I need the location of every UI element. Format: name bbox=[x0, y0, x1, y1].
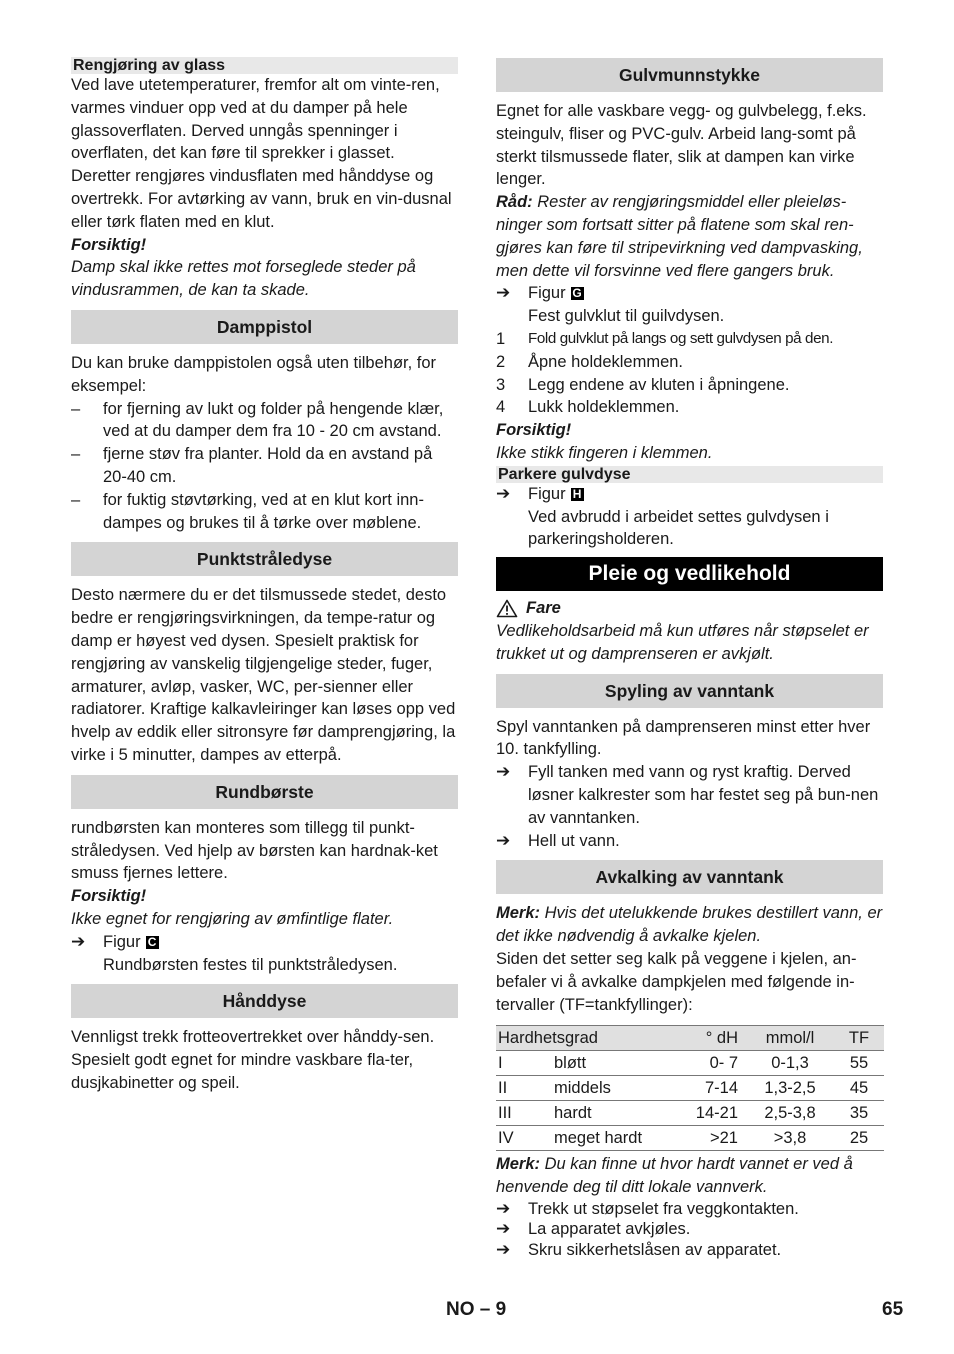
table-cell: 14-21 bbox=[666, 1101, 746, 1126]
gulv-paragraph: Egnet for alle vaskbare vegg- og gulvbelegg, f.eks. steingulv, fliser og PVC-gulv. Arbeid lang-somt på sterkt tilsmussede flater, slik at dampen kan virke lenger. bbox=[496, 102, 867, 189]
spyling-step-text: Hell ut vann. bbox=[528, 831, 620, 850]
figure-label: Figur bbox=[528, 284, 566, 303]
rund-caution-text: Ikke egnet for rengjøring av ømfintlige flater. bbox=[71, 909, 394, 928]
avkalk-note bbox=[496, 902, 883, 948]
damppistol-list-item bbox=[71, 489, 458, 535]
spyling-step bbox=[496, 830, 883, 853]
figure-letter-badge: G bbox=[572, 286, 582, 301]
gulv-step bbox=[496, 396, 883, 419]
avkalk-step-text: La apparatet avkjøles. bbox=[528, 1220, 691, 1239]
table-cell: 1,3-2,5 bbox=[746, 1076, 834, 1101]
gulv-tip-label: Råd: bbox=[496, 193, 533, 212]
arrow-icon: ➔ bbox=[496, 1239, 511, 1259]
warning-triangle-icon bbox=[496, 599, 518, 618]
gulv-caution-text: Ikke stikk fingeren i klemmen. bbox=[496, 443, 713, 462]
gulv-step bbox=[496, 328, 883, 351]
arrow-icon: ➔ bbox=[496, 483, 511, 503]
table-cell: 25 bbox=[834, 1126, 884, 1151]
table-cell: 7-14 bbox=[666, 1076, 746, 1101]
figure-letter-badge: C bbox=[146, 936, 159, 949]
spyling-step bbox=[496, 761, 883, 829]
arrow-icon: ➔ bbox=[496, 830, 511, 850]
page-footer-code: NO – 9 bbox=[446, 1299, 507, 1320]
table-cell: 45 bbox=[834, 1076, 884, 1101]
table-cell: I bbox=[496, 1051, 552, 1076]
hand-heading: Hånddyse bbox=[71, 984, 458, 1018]
arrow-icon: ➔ bbox=[496, 283, 511, 303]
table-cell: 35 bbox=[834, 1101, 884, 1126]
glass-paragraph: Ved lave utetemperaturer, fremfor alt om vinte-ren, varmes vinduer opp ved at du damper på hele glassoverflaten. Derved unngås spenninger i overflaten, det kan føre til sprekker i glasset. Deretter rengjøres vindusflaten med hånddyse og overtrekk. For avtørking av vann, bruk en vin-dusnal eller tørk flaten med en klut. bbox=[71, 76, 452, 231]
arrow-icon: ➔ bbox=[496, 762, 511, 782]
dash-marker: – bbox=[71, 490, 81, 509]
figure-letter-badge: H bbox=[571, 488, 584, 501]
dash-marker: – bbox=[71, 399, 81, 418]
punkt-heading: Punktstråledyse bbox=[71, 542, 458, 576]
damppistol-heading: Damppistol bbox=[71, 310, 458, 344]
avkalk-note2-text: Du kan finne ut hvor hardt vannet er ved å henvende deg til ditt lokale vannverk. bbox=[496, 1155, 853, 1197]
table-row bbox=[496, 1101, 884, 1126]
avkalk-step bbox=[496, 1219, 883, 1240]
table-cell: meget hardt bbox=[552, 1126, 666, 1151]
hardness-table bbox=[496, 1025, 884, 1151]
parkere-text: Ved avbrudd i arbeidet settes gulvdysen i parkeringsholderen. bbox=[528, 507, 829, 549]
fare-label: Fare bbox=[526, 599, 561, 618]
glass-subheading: Rengjøring av glass bbox=[71, 57, 458, 74]
table-row bbox=[496, 1076, 884, 1101]
parkere-figure-ref bbox=[496, 483, 883, 506]
table-cell: III bbox=[496, 1101, 552, 1126]
table-header-cell: TF bbox=[834, 1026, 884, 1051]
right-column bbox=[496, 56, 883, 1260]
arrow-icon: ➔ bbox=[71, 931, 86, 951]
avkalk-note-label: Merk: bbox=[496, 904, 541, 923]
gulv-figure-text: Fest gulvklut til guilvdysen. bbox=[528, 307, 725, 326]
table-row bbox=[496, 1126, 884, 1151]
glass-caution-label: Forsiktig! bbox=[71, 235, 147, 254]
avkalk-step bbox=[496, 1199, 883, 1220]
spyling-paragraph: Spyl vanntanken på damprenseren minst etter hver 10. tankfylling. bbox=[496, 717, 871, 759]
rund-heading: Rundbørste bbox=[71, 775, 458, 809]
spyling-step-text: Fyll tanken med vann og ryst kraftig. Derved løsner kalkrester som har festet seg på bun-nen av vanntanken. bbox=[528, 763, 879, 827]
table-cell: hardt bbox=[552, 1101, 666, 1126]
damppistol-item-text: for fjerning av lukt og folder på hengende klær, ved at du damper dem fra 10 - 20 cm avstand. bbox=[103, 399, 444, 441]
arrow-icon: ➔ bbox=[496, 1198, 511, 1218]
avkalk-step-text: Skru sikkerhetslåsen av apparatet. bbox=[528, 1240, 782, 1259]
table-cell: 0-1,3 bbox=[746, 1051, 834, 1076]
avkalk-paragraph: Siden det setter seg kalk på veggene i kjelen, an-befaler vi å avkalke dampkjelen med følgende in-tervaller (TF=tankfyllinger): bbox=[496, 949, 857, 1014]
figure-label: Figur bbox=[103, 932, 141, 951]
avkalk-note2 bbox=[496, 1153, 883, 1199]
table-cell: II bbox=[496, 1076, 552, 1101]
step-number: 3 bbox=[496, 375, 506, 394]
step-number: 1 bbox=[496, 329, 506, 348]
dash-marker: – bbox=[71, 445, 81, 464]
table-header-cell: ° dH bbox=[666, 1026, 746, 1051]
gulv-figure-ref bbox=[496, 282, 883, 305]
pleie-chapter-heading: Pleie og vedlikehold bbox=[496, 557, 883, 591]
page-number: 65 bbox=[882, 1299, 904, 1320]
gulv-tip-text: Rester av rengjøringsmiddel eller pleieløs-ninger som fortsatt sitter på flatene som skal ren-gjøres kan føre til stripevirkning ved dampvasking, men dette vil forsvinne ved flere gangers bruk. bbox=[496, 193, 863, 280]
punkt-paragraph: Desto nærmere du er det tilsmussede stedet, desto bedre er rengjøringsvirkningen, da tempe-ratur og damp er høyest ved dysen. Spesielt praktisk for rengjøring av vanskelig tilgjengelige steder, fuger, armaturer, avløp, vasker, WC, per-sienner eller radiatorer. Kraftige kalkavleiringer kan løses opp ved hvelp av eddik eller sitronsyre før damprengjøring, la virke i 5 minutter, dampes av etterpå. bbox=[71, 586, 456, 764]
damppistol-intro: Du kan bruke damppistolen også uten tilbehør, for eksempel: bbox=[71, 353, 437, 395]
step-text: Fold gulvklut på langs og sett gulvdysen på den. bbox=[528, 329, 834, 347]
arrow-icon: ➔ bbox=[496, 1219, 511, 1239]
left-column bbox=[71, 56, 458, 1095]
avkalk-note2-label: Merk: bbox=[496, 1155, 541, 1174]
fare-warning bbox=[496, 597, 883, 620]
table-header-cell: mmol/l bbox=[746, 1026, 834, 1051]
gulv-step bbox=[496, 374, 883, 397]
table-cell: bløtt bbox=[552, 1051, 666, 1076]
gulv-tip bbox=[496, 191, 883, 282]
table-cell: middels bbox=[552, 1076, 666, 1101]
step-text: Legg endene av kluten i åpningene. bbox=[528, 375, 790, 394]
hand-paragraph: Vennligst trekk frotteovertrekket over hånddy-sen. Spesielt godt egnet for mindre vaskbare fla-ter, dusjkabinetter og speil. bbox=[71, 1028, 435, 1092]
avkalk-note-text: Hvis det utelukkende brukes destillert vann, er det ikke nødvendig å avkalke kjelen. bbox=[496, 904, 883, 946]
damppistol-list-item bbox=[71, 443, 458, 489]
avkalk-step-text: Trekk ut støpselet fra veggkontakten. bbox=[528, 1199, 799, 1218]
avkalk-step bbox=[496, 1240, 883, 1261]
gulv-heading: Gulvmunnstykke bbox=[496, 58, 883, 92]
damppistol-item-text: for fuktig støvtørking, ved at en klut kort inn-dampes og brukes til å tørke over møblene. bbox=[103, 490, 424, 532]
table-cell: 55 bbox=[834, 1051, 884, 1076]
table-cell: IV bbox=[496, 1126, 552, 1151]
table-row bbox=[496, 1051, 884, 1076]
rund-caution-label: Forsiktig! bbox=[71, 887, 147, 906]
table-cell: 0- 7 bbox=[666, 1051, 746, 1076]
figure-label: Figur bbox=[528, 484, 566, 503]
spyling-heading: Spyling av vanntank bbox=[496, 674, 883, 708]
table-cell: 2,5-3,8 bbox=[746, 1101, 834, 1126]
step-number: 4 bbox=[496, 398, 506, 417]
step-number: 2 bbox=[496, 352, 506, 371]
rund-paragraph: rundbørsten kan monteres som tillegg til punkt-stråledysen. Ved hjelp av børsten kan hardnak-ket smuss fjernes lettere. bbox=[71, 818, 438, 883]
gulv-caution-label: Forsiktig! bbox=[496, 421, 572, 440]
step-text: Åpne holdeklemmen. bbox=[528, 352, 684, 371]
parkere-subheading: Parkere gulvdyse bbox=[496, 466, 883, 483]
damppistol-list-item bbox=[71, 398, 458, 444]
table-cell: >21 bbox=[666, 1126, 746, 1151]
table-header-row bbox=[496, 1026, 884, 1051]
table-header-cell: Hardhetsgrad bbox=[496, 1026, 666, 1051]
table-cell: >3,8 bbox=[746, 1126, 834, 1151]
rund-figure-ref bbox=[71, 931, 458, 954]
rund-figure-text: Rundbørsten festes til punktstråledysen. bbox=[103, 955, 398, 974]
glass-caution-text: Damp skal ikke rettes mot forseglede steder på vindusrammen, de kan ta skade. bbox=[71, 258, 416, 300]
step-text: Lukk holdeklemmen. bbox=[528, 398, 680, 417]
damppistol-item-text: fjerne støv fra planter. Hold da en avstand på 20-40 cm. bbox=[103, 445, 433, 486]
avkalk-heading: Avkalking av vanntank bbox=[496, 860, 883, 894]
gulv-step bbox=[496, 351, 883, 374]
fare-text: Vedlikeholdsarbeid må kun utføres når støpselet er trukket ut og damprenseren er avkjølt. bbox=[496, 621, 869, 663]
